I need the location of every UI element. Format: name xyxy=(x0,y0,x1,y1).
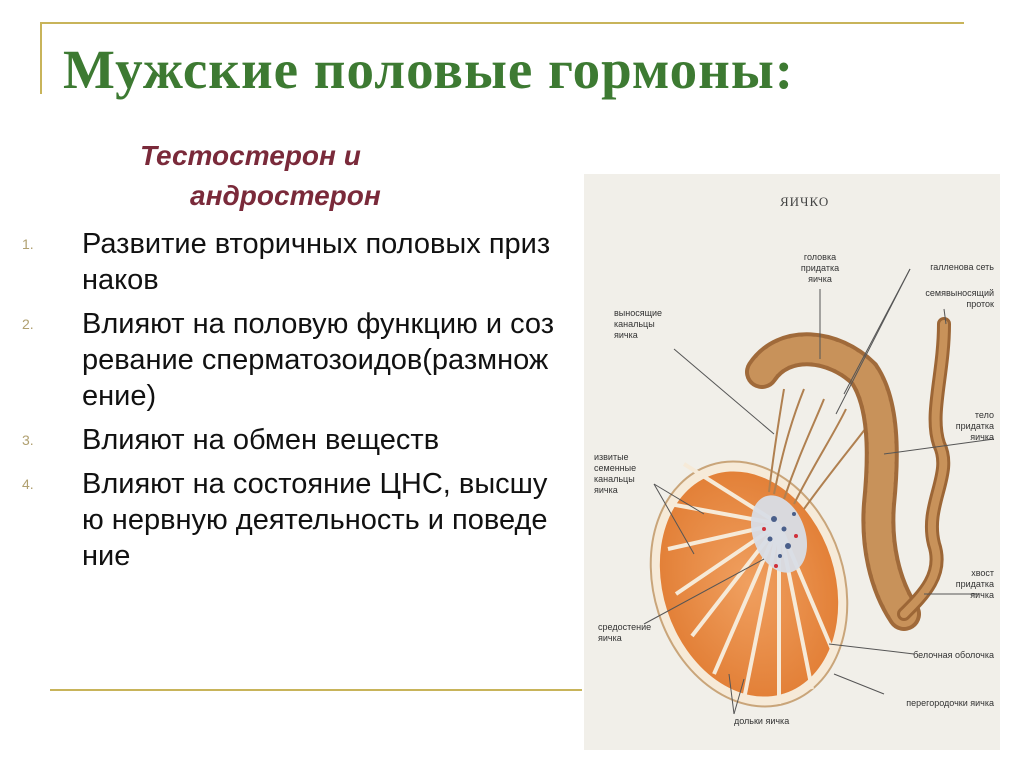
list-item-text: Влияют на половую функцию и созревание сперматозоидов(размножение) xyxy=(82,308,555,412)
label-line: придатка xyxy=(955,421,994,431)
label-rete-testis xyxy=(930,262,994,272)
label-line: семявыносящий xyxy=(925,288,994,298)
label-line: яичка xyxy=(598,633,622,643)
list-item-text: Влияют на обмен веществ xyxy=(82,424,440,456)
label-line: канальцы xyxy=(594,474,635,484)
label-epididymis-tail xyxy=(956,568,994,600)
label-line: придатка xyxy=(800,263,840,273)
label-line: семенные xyxy=(594,463,637,473)
list-item xyxy=(22,306,562,414)
label-line: хвост xyxy=(971,568,994,578)
label-mediastinum xyxy=(598,622,651,643)
label-vas-deferens xyxy=(925,288,994,309)
list-item-number: 3. xyxy=(22,432,34,448)
list-item-number: 2. xyxy=(22,316,34,332)
label-line: средостение xyxy=(598,622,652,632)
label-line: извитые xyxy=(594,452,629,462)
testis-illustration xyxy=(584,174,1000,750)
label-line: дольки яичка xyxy=(734,716,790,726)
testis-body xyxy=(620,436,878,732)
list-item-text: Влияют на состояние ЦНС, высшую нервную деятельность и поведение xyxy=(82,468,548,572)
label-line: яичка xyxy=(614,330,638,340)
list-item xyxy=(22,226,562,298)
label-line: перегородочки яичка xyxy=(906,698,994,708)
subtitle-line-1: Тестостерон и xyxy=(140,140,361,171)
frame-top-line xyxy=(40,22,964,24)
label-efferent-ducts xyxy=(614,308,662,340)
label-line: яичка xyxy=(970,432,994,442)
label-tunica-albuginea xyxy=(913,650,994,660)
list-item-text: Развитие вторичных половых признаков xyxy=(82,228,551,296)
subtitle-line-2: андростерон xyxy=(190,180,381,211)
label-epididymis-body xyxy=(956,410,994,442)
label-seminiferous-tubules xyxy=(594,452,636,495)
label-line: яичка xyxy=(594,485,618,495)
list-item xyxy=(22,422,562,458)
slide-subtitle xyxy=(140,136,480,216)
figure-title: ЯИЧКО xyxy=(780,194,830,209)
list-item xyxy=(22,466,562,574)
label-line: яичка xyxy=(970,590,994,600)
label-line: придатка xyxy=(955,579,994,589)
label-line: головка xyxy=(803,252,837,262)
label-line: тело xyxy=(974,410,994,420)
list-item-number: 4. xyxy=(22,476,34,492)
label-septa xyxy=(906,698,994,708)
vas-deferens xyxy=(904,324,944,614)
label-line: галленова сеть xyxy=(930,262,994,272)
testis-anatomy-figure xyxy=(584,174,1000,750)
label-lobules xyxy=(734,716,789,726)
label-epididymis-head xyxy=(801,252,839,284)
frame-bottom-line xyxy=(50,689,582,691)
frame-left-line xyxy=(40,22,42,94)
list-item-number: 1. xyxy=(22,236,34,252)
label-line: канальцы xyxy=(614,319,655,329)
hormone-effects-list xyxy=(22,226,562,582)
label-line: проток xyxy=(966,299,994,309)
label-line: белочная оболочка xyxy=(913,650,994,660)
slide-title: Мужские половые гормоны: xyxy=(63,39,795,100)
label-line: яичка xyxy=(808,274,832,284)
label-line: выносящие xyxy=(614,308,663,318)
